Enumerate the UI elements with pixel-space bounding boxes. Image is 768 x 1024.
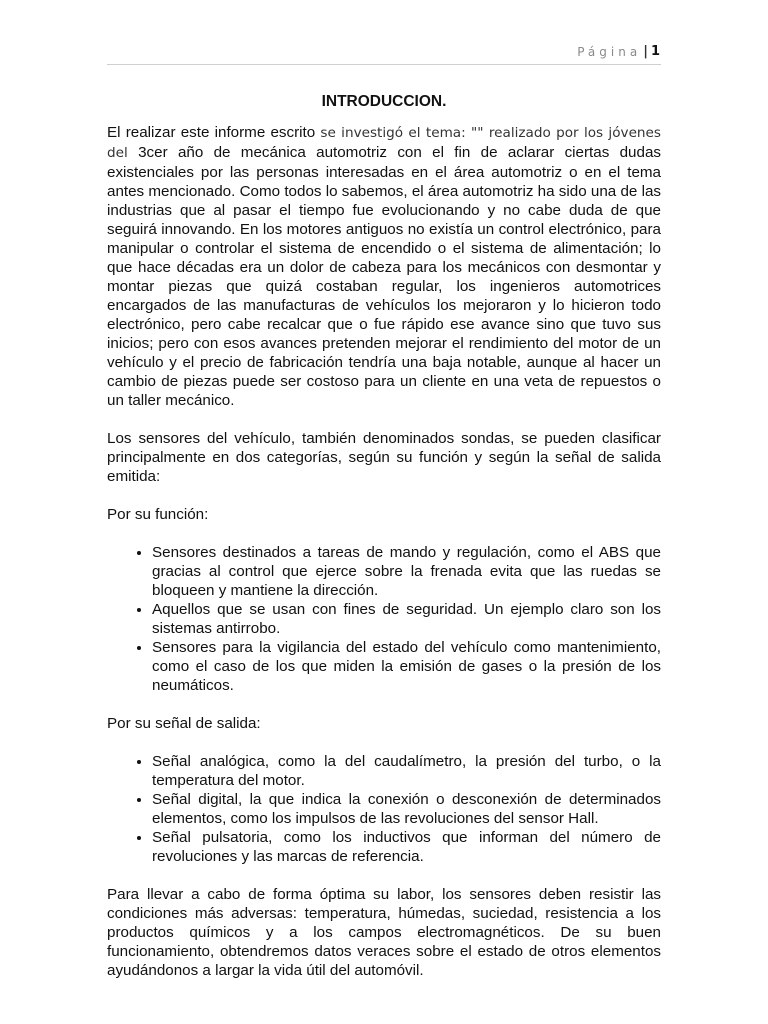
document-body (107, 92, 661, 999)
list-item: • Señal digital, la que indica la conexión o desconexión de determinados elementos, como los impulsos de las revoluciones del sensor Hall. (152, 790, 661, 828)
intro-text-rest: 3cer año de mecánica automotriz con el fin de aclarar ciertas dudas existenciales por las personas interesadas en el área automotriz o en el tema antes mencionado. Como todos lo sabemos, el área automotriz ha sido una de las industrias que al pasar el tiempo fue evolucionando y no cabe duda de que seguirá innovando. En los motores antiguos no existía un control electrónico, para manipular o controlar el sistema de encendido o el sistema de alimentación; lo que hace décadas era un dolor de cabeza para los mecánicos con desmontar y montar piezas que quizá costaban regular, los ingenieros automotrices encargados de las manufacturas de vehículos los mejoraron y lo hicieron todo electrónico, pero cabe recalcar que o fue rápido ese avance sino que tuvo sus inicios; pero con esos avances pretenden mejorar el rendimiento del motor de un vehículo y el precio de fabricación tendría una baja notable, aunque al hacer un cambio de piezas puede ser costoso para un cliente en una veta de repuestos o un taller mecánico. (107, 144, 661, 409)
list-item: • Señal pulsatoria, como los inductivos que informan del número de revoluciones y las marcas de referencia. (152, 828, 661, 866)
page-label: Página (577, 44, 642, 59)
list-item: • Sensores para la vigilancia del estado del vehículo como mantenimiento, como el caso de los que miden la emisión de gases o la presión de los neumáticos. (152, 638, 661, 695)
list-item: • Señal analógica, como la del caudalímetro, la presión del turbo, o la temperatura del motor. (152, 752, 661, 790)
page-header (577, 44, 660, 59)
intro-paragraph (107, 123, 661, 410)
intro-text-topic: se investigó el tema: "" realizado por los jóvenes del (107, 125, 661, 161)
signal-heading: Por su señal de salida: (107, 715, 261, 732)
sensors-paragraph: Los sensores del vehículo, también denominados sondas, se pueden clasificar principalmente en dos categorías, según su función y según la señal de salida emitida: (107, 430, 661, 485)
function-heading: Por su función: (107, 506, 209, 523)
intro-text-start: El realizar este informe escrito (107, 124, 321, 141)
page-separator: | (643, 44, 648, 59)
list-item: • Aquellos que se usan con fines de seguridad. Un ejemplo claro son los sistemas antirrobo. (152, 600, 661, 638)
page-number: 1 (650, 44, 660, 59)
closing-paragraph: Para llevar a cabo de forma óptima su labor, los sensores deben resistir las condiciones más adversas: temperatura, húmedas, suciedad, resistencia a los productos químicos y a los campos electromagnéticos. De su buen funcionamiento, obtendremos datos veraces sobre el estado de otros elementos ayudándonos a largar la vida útil del automóvil. (107, 886, 661, 979)
signal-list (107, 752, 661, 866)
function-list (107, 543, 661, 695)
document-title: INTRODUCCION. (321, 93, 447, 110)
list-item: • Sensores destinados a tareas de mando y regulación, como el ABS que gracias al control que ejerce sobre la frenada evita que las ruedas se bloqueen y mantiene la dirección. (152, 543, 661, 600)
header-divider (107, 64, 661, 65)
